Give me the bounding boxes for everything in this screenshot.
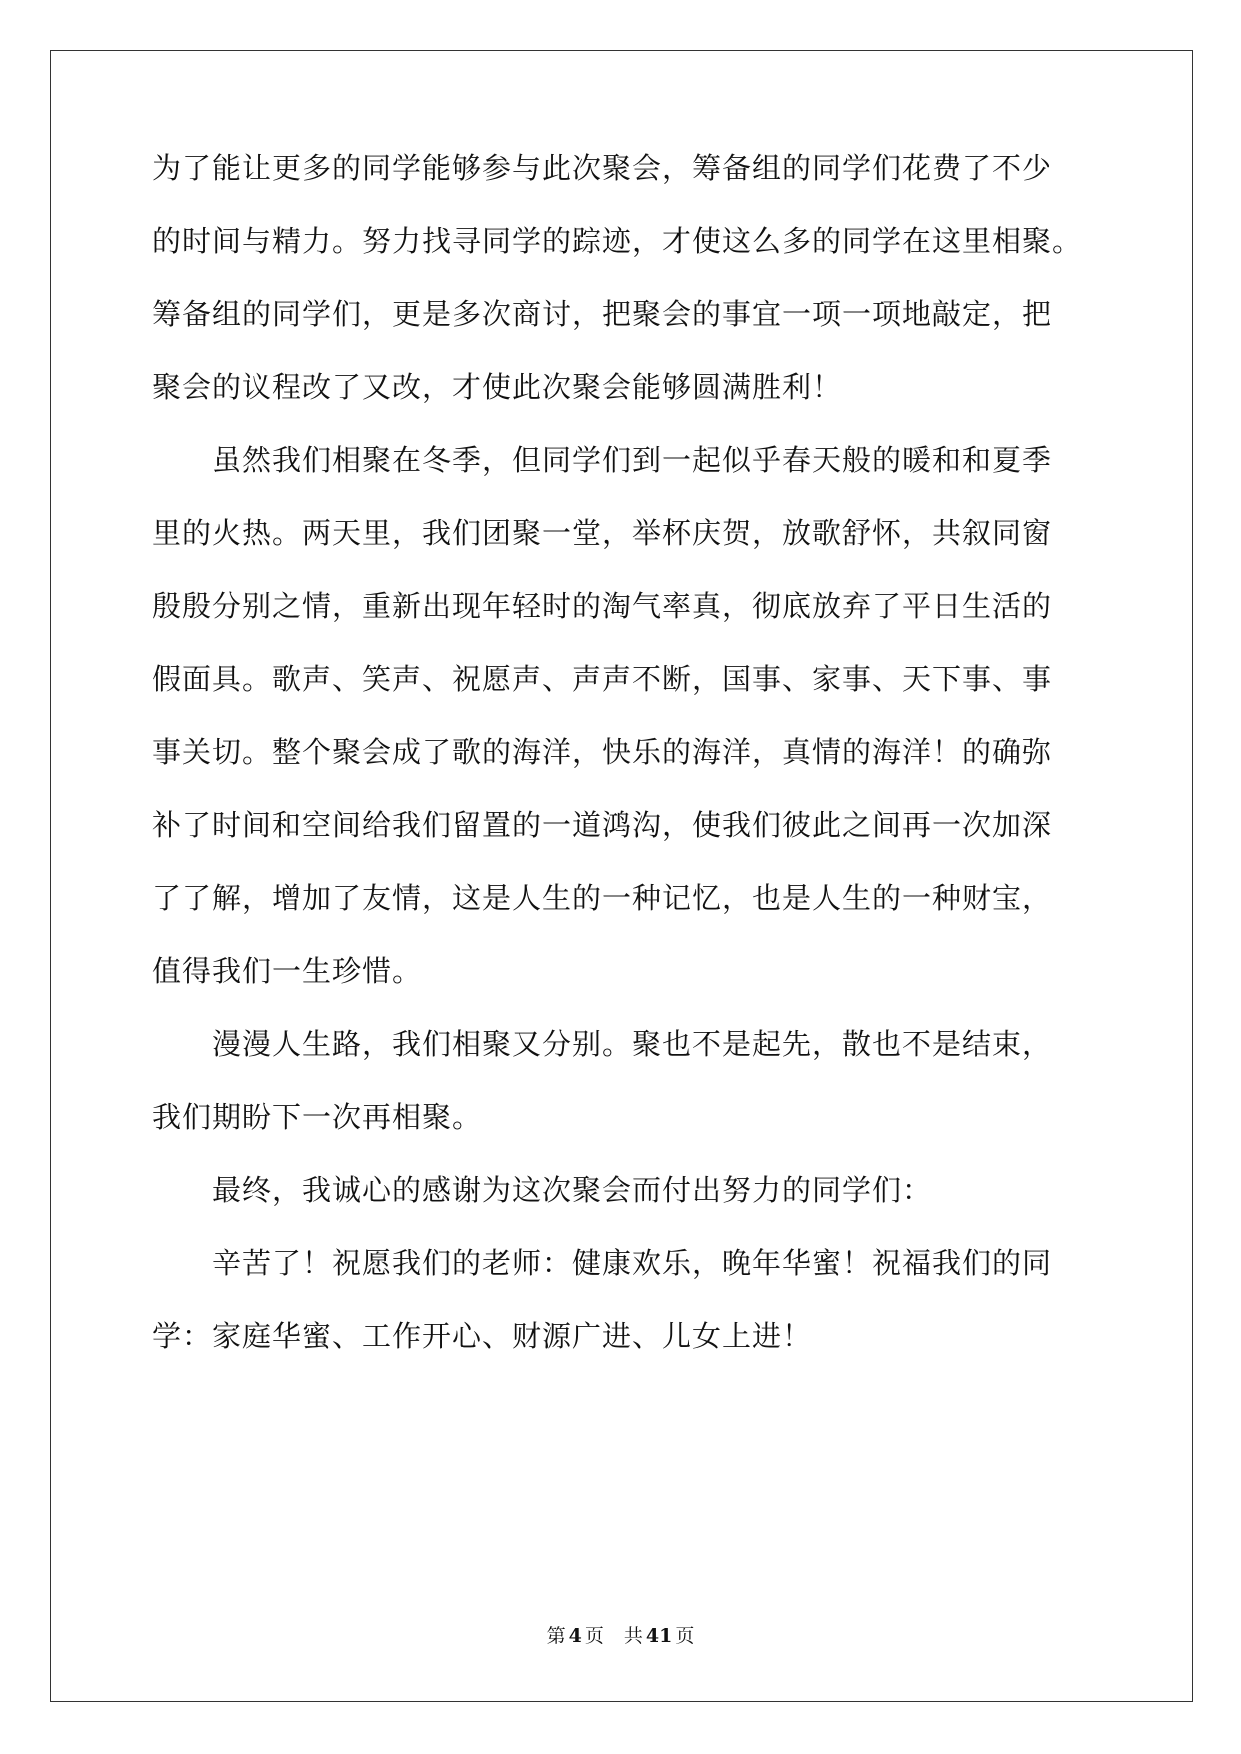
text-line: 我们期盼下一次再相聚。: [152, 1100, 483, 1134]
text-line: 聚会的议程改了又改，才使此次聚会能够圆满胜利！: [152, 370, 843, 404]
text-line: 了了解，增加了友情，这是人生的一种记忆，也是人生的一种财宝，: [152, 881, 1053, 915]
text-line: 值得我们一生珍惜。: [152, 954, 423, 988]
total-prefix: 共: [623, 1625, 643, 1647]
page-prefix: 第: [546, 1625, 566, 1647]
text-line: 学：家庭华蜜、工作开心、财源广进、儿女上进！: [152, 1319, 813, 1353]
text-line: 漫漫人生路，我们相聚又分别。聚也不是起先，散也不是结束，: [152, 1027, 1053, 1061]
text-line: 里的火热。两天里，我们团聚一堂，举杯庆贺，放歌舒怀，共叙同窗: [152, 516, 1053, 550]
page-current: 4: [568, 1625, 582, 1647]
text-line: 殷殷分别之情，重新出现年轻时的淘气率真，彻底放弃了平日生活的: [152, 589, 1053, 623]
page-suffix: 页: [584, 1625, 604, 1647]
text-line: 事关切。整个聚会成了歌的海洋，快乐的海洋，真情的海洋！的确弥: [152, 735, 1053, 769]
text-line: 辛苦了！祝愿我们的老师：健康欢乐，晚年华蜜！祝福我们的同: [152, 1246, 1053, 1280]
page-total: 41: [645, 1625, 673, 1647]
text-line: 为了能让更多的同学能够参与此次聚会，筹备组的同学们花费了不少: [152, 151, 1053, 185]
text-line: 筹备组的同学们，更是多次商讨，把聚会的事宜一项一项地敲定，把: [152, 297, 1053, 331]
text-line: 假面具。歌声、笑声、祝愿声、声声不断，国事、家事、天下事、事: [152, 662, 1053, 696]
text-line: 最终，我诚心的感谢为这次聚会而付出努力的同学们：: [152, 1173, 933, 1207]
text-line: 虽然我们相聚在冬季，但同学们到一起似乎春天般的暖和和夏季: [152, 443, 1053, 477]
text-line: 的时间与精力。努力找寻同学的踪迹，才使这么多的同学在这里相聚。: [152, 224, 1083, 258]
page-footer: [0, 1624, 1241, 1648]
total-suffix: 页: [675, 1625, 695, 1647]
text-line: 补了时间和空间给我们留置的一道鸿沟，使我们彼此之间再一次加深: [152, 808, 1053, 842]
